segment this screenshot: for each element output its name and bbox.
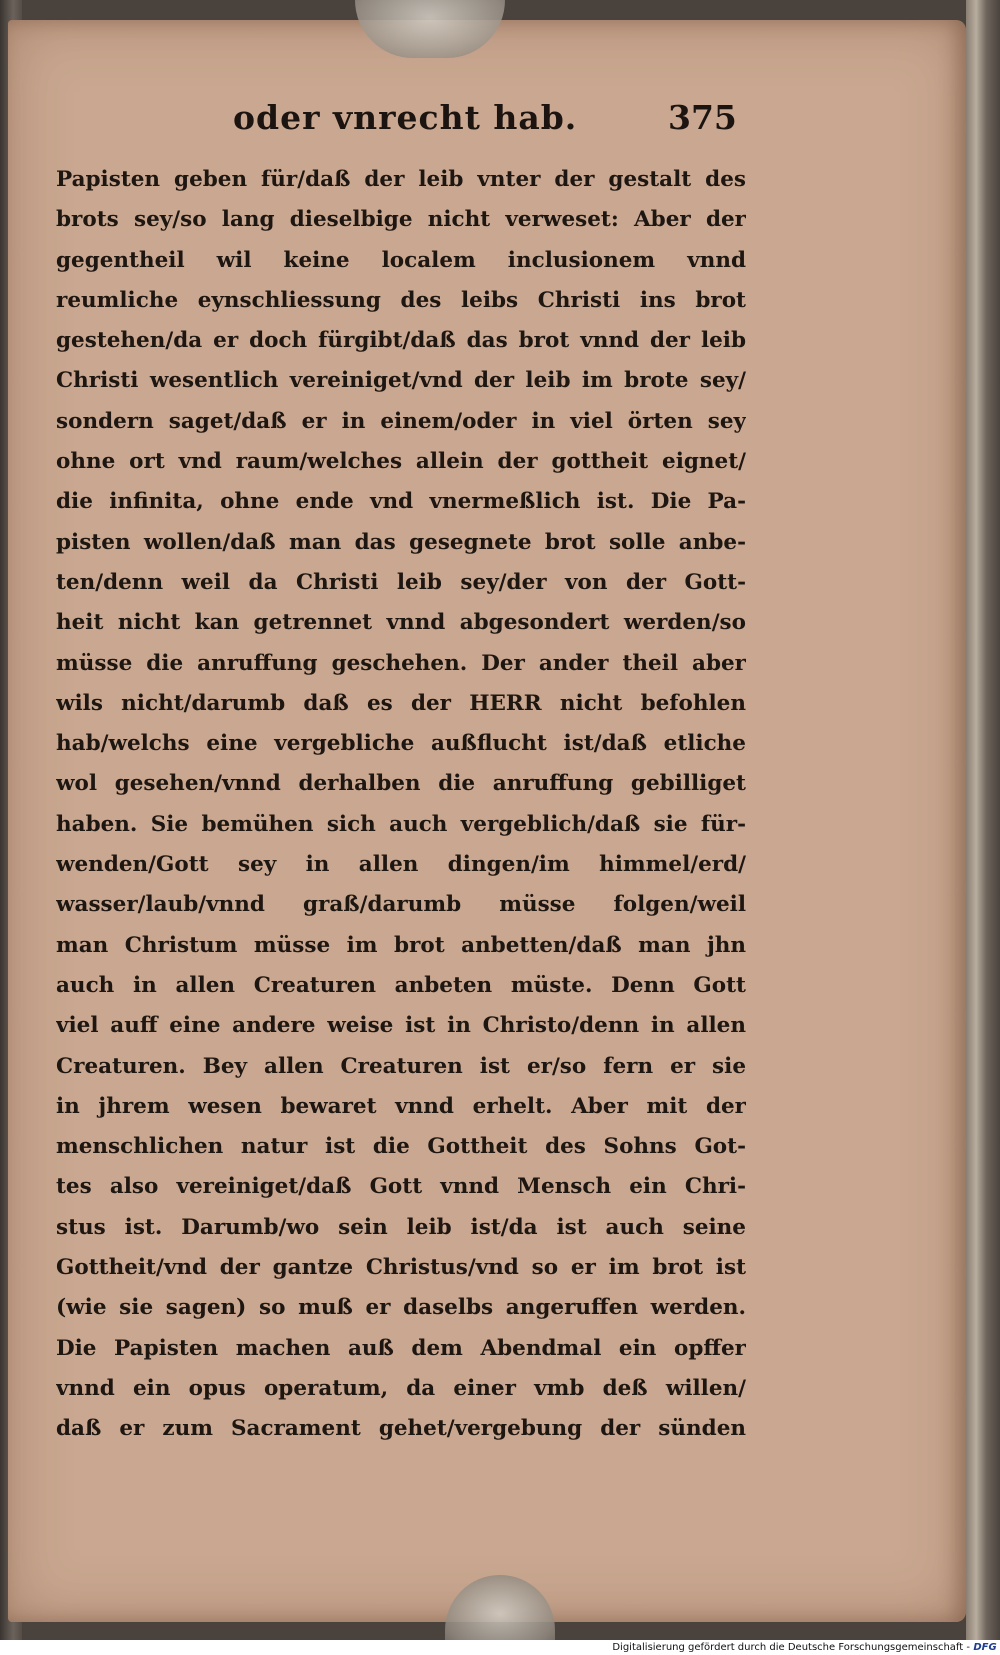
text-line: Papisten geben für/daß der leib vnter der gestalt des	[56, 167, 746, 192]
text-line: sondern saget/daß er in einem/oder in viel örten sey	[56, 408, 746, 434]
text-line: menschlichen natur ist die Gottheit des Sohns Got-	[56, 1134, 746, 1160]
page-header	[8, 98, 966, 154]
page-number: 375	[668, 98, 737, 137]
text-line: auch in allen Creaturen anbeten müste. Denn Gott	[56, 972, 746, 998]
text-line: heit nicht kan getrennet vnnd abgesondert werden/so	[56, 610, 746, 636]
text-line: stus ist. Darumb/wo sein leib ist/da ist auch seine	[56, 1214, 746, 1240]
text-line: wils nicht/darumb daß es der HERR nicht befohlen	[56, 690, 746, 716]
text-line: Christi wesentlich vereiniget/vnd der leib im brote sey/	[56, 368, 746, 394]
digitization-footer	[0, 1640, 1000, 1655]
text-line: Creaturen. Bey allen Creaturen ist er/so fern er sie	[56, 1053, 746, 1079]
book-page	[8, 20, 966, 1622]
text-line: wol gesehen/vnnd derhalben die anruffung gebilliget	[56, 771, 746, 797]
text-line: hab/welchs eine vergebliche außflucht ist/daß etliche	[56, 731, 746, 757]
text-line: in jhrem wesen bewaret vnnd erhelt. Aber mit der	[56, 1093, 746, 1119]
text-line: haben. Sie bemühen sich auch vergeblich/daß sie für-	[56, 811, 746, 837]
text-line: pisten wollen/daß man das gesegnete brot solle anbe-	[56, 529, 746, 555]
text-line: brots sey/so lang dieselbige nicht verweset: Aber der	[56, 207, 746, 233]
text-line: vnnd ein opus operatum, da einer vmb deß willen/	[56, 1375, 746, 1401]
text-line: wasser/laub/vnnd graß/darumb müsse folgen/weil	[56, 892, 746, 918]
funding-credit: Digitalisierung gefördert durch die Deutsche Forschungsgemeinschaft -	[612, 1642, 970, 1653]
text-line: viel auff eine andere weise ist in Christo/denn in allen	[56, 1013, 746, 1039]
text-line: man Christum müsse im brot anbetten/daß man jhn	[56, 932, 746, 958]
text-line: tes also vereiniget/daß Gott vnnd Mensch ein Chri-	[56, 1174, 746, 1200]
book-edge-right	[966, 0, 1000, 1640]
text-line: die infinita, ohne ende vnd vnermeßlich ist. Die Pa-	[56, 489, 746, 515]
text-line: reumliche eynschliessung des leibs Christi ins brot	[56, 287, 746, 313]
page-text-body	[56, 160, 746, 1450]
text-line: gestehen/da er doch fürgibt/daß das brot vnnd der leib	[56, 328, 746, 354]
text-line: daß er zum Sacrament gehet/vergebung der sünden	[56, 1416, 746, 1442]
text-line: müsse die anruffung geschehen. Der ander theil aber	[56, 650, 746, 676]
dfg-logo: DFG	[973, 1642, 997, 1653]
text-line: Gottheit/vnd der gantze Christus/vnd so er im brot ist	[56, 1255, 746, 1281]
text-line: ten/denn weil da Christi leib sey/der von der Gott-	[56, 569, 746, 595]
running-head: oder vnrecht hab.	[233, 98, 578, 137]
text-line: Die Papisten machen auß dem Abendmal ein opffer	[56, 1335, 746, 1361]
text-line: (wie sie sagen) so muß er daselbs angeruffen werden.	[56, 1295, 746, 1321]
text-line: wenden/Gott sey in allen dingen/im himmel/erd/	[56, 852, 746, 878]
text-line: gegentheil wil keine localem inclusionem vnnd	[56, 247, 746, 273]
text-line: ohne ort vnd raum/welches allein der gottheit eignet/	[56, 449, 746, 475]
